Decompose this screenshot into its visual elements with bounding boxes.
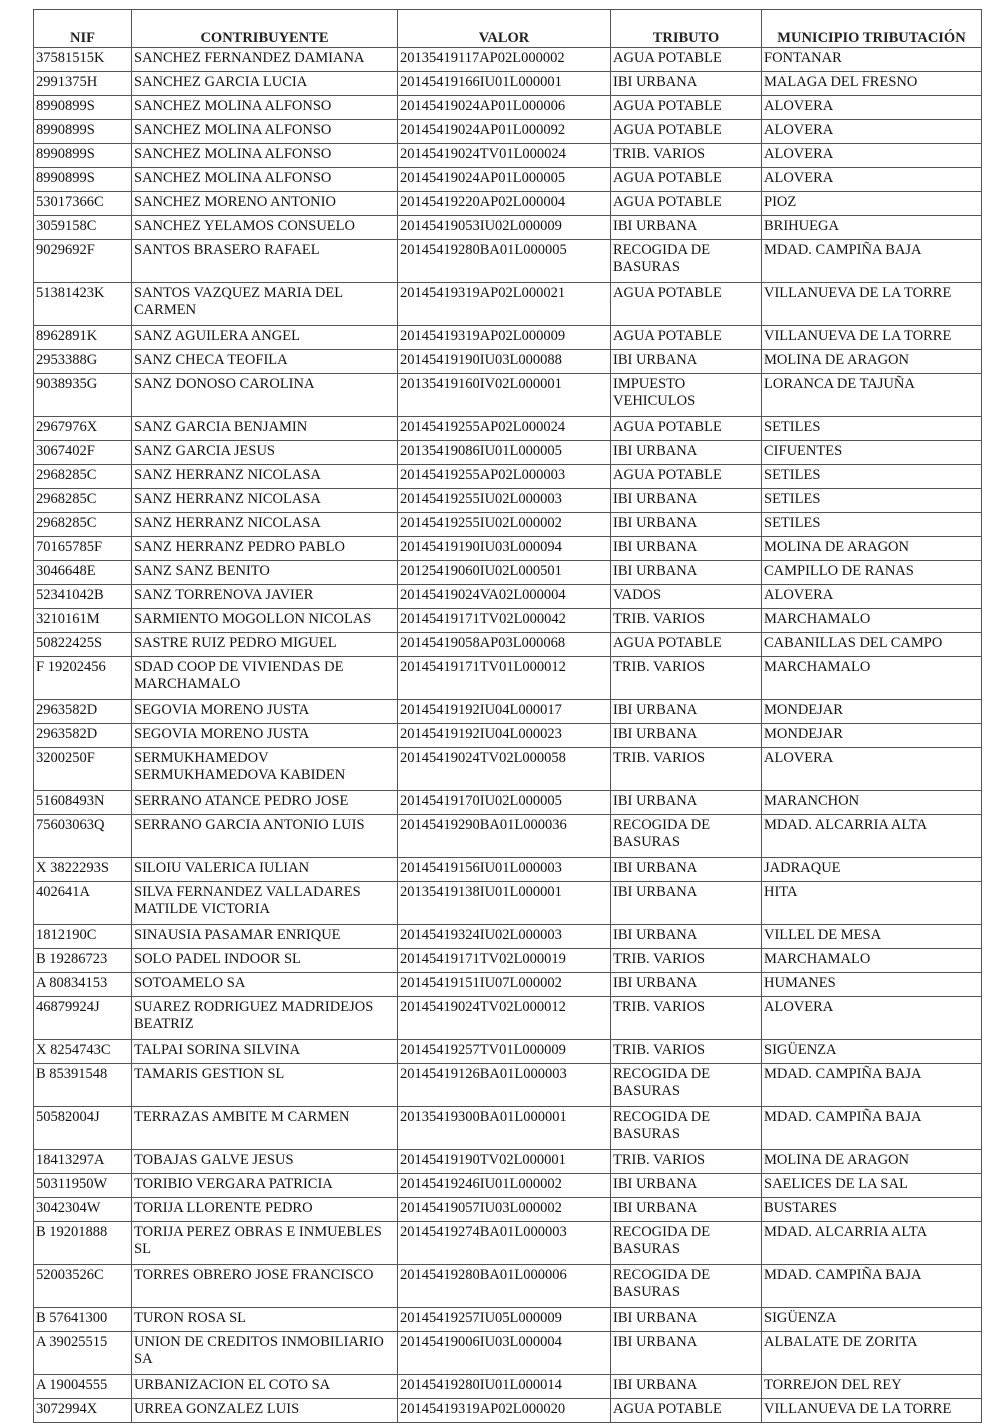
cell-nif: 2963582D [34,724,132,748]
cell-valor: 20145419024AP01L000005 [398,168,611,192]
cell-contribuyente: SANZ HERRANZ NICOLASA [132,513,398,537]
cell-nif: 52003526C [34,1265,132,1308]
table-row [34,1308,982,1332]
table-row [34,1332,982,1375]
cell-contribuyente: TURON ROSA SL [132,1308,398,1332]
cell-contribuyente: SANCHEZ MORENO ANTONIO [132,192,398,216]
cell-valor: 20145419255IU02L000002 [398,513,611,537]
cell-valor: 20145419190TV02L000001 [398,1150,611,1174]
cell-valor: 20145419024TV01L000024 [398,144,611,168]
cell-valor: 20145419024TV02L000058 [398,748,611,791]
cell-nif: 2963582D [34,700,132,724]
cell-contribuyente: SOTOAMELO SA [132,973,398,997]
cell-contribuyente: TORRES OBRERO JOSE FRANCISCO [132,1265,398,1308]
cell-valor: 20145419192IU04L000023 [398,724,611,748]
cell-contribuyente: SANZ TORRENOVA JAVIER [132,585,398,609]
cell-municipio: VILLANUEVA DE LA TORRE [762,1399,982,1423]
table-row [34,48,982,72]
cell-contribuyente: URREA GONZALEZ LUIS [132,1399,398,1423]
cell-tributo: RECOGIDA DE BASURAS [611,1265,762,1308]
cell-valor: 20145419280IU01L000014 [398,1375,611,1399]
cell-nif: 2967976X [34,417,132,441]
cell-nif: 2968285C [34,489,132,513]
cell-municipio: PIOZ [762,192,982,216]
cell-tributo: AGUA POTABLE [611,96,762,120]
cell-municipio: CAMPILLO DE RANAS [762,561,982,585]
cell-municipio: ALOVERA [762,748,982,791]
cell-valor: 20145419024AP01L000006 [398,96,611,120]
cell-tributo: AGUA POTABLE [611,326,762,350]
cell-tributo: AGUA POTABLE [611,48,762,72]
cell-municipio: MARANCHON [762,791,982,815]
table-row [34,72,982,96]
cell-tributo: IBI URBANA [611,1332,762,1375]
table-row [34,657,982,700]
cell-municipio: MOLINA DE ARAGON [762,1150,982,1174]
header-municipio: MUNICIPIO TRIBUTACIÓN [762,10,982,48]
table-row [34,465,982,489]
table-row [34,1265,982,1308]
cell-municipio: MDAD. CAMPIÑA BAJA [762,1265,982,1308]
cell-contribuyente: SANCHEZ YELAMOS CONSUELO [132,216,398,240]
cell-tributo: IBI URBANA [611,537,762,561]
cell-nif: 1812190C [34,925,132,949]
cell-municipio: MDAD. CAMPIÑA BAJA [762,1064,982,1107]
cell-contribuyente: SERRANO GARCIA ANTONIO LUIS [132,815,398,858]
table-row [34,1064,982,1107]
cell-tributo: AGUA POTABLE [611,1399,762,1423]
cell-tributo: IBI URBANA [611,1174,762,1198]
cell-nif: 3046648E [34,561,132,585]
cell-municipio: ALOVERA [762,585,982,609]
table-row [34,815,982,858]
cell-nif: 8990899S [34,168,132,192]
cell-contribuyente: TERRAZAS AMBITE M CARMEN [132,1107,398,1150]
cell-municipio: MARCHAMALO [762,657,982,700]
cell-valor: 20145419126BA01L000003 [398,1064,611,1107]
cell-tributo: RECOGIDA DE BASURAS [611,1107,762,1150]
cell-tributo: AGUA POTABLE [611,283,762,326]
cell-municipio: VILLANUEVA DE LA TORRE [762,283,982,326]
cell-municipio: SETILES [762,465,982,489]
cell-nif: 402641A [34,882,132,925]
cell-contribuyente: TALPAI SORINA SILVINA [132,1040,398,1064]
cell-contribuyente: SANZ HERRANZ PEDRO PABLO [132,537,398,561]
cell-nif: X 8254743C [34,1040,132,1064]
table-row [34,513,982,537]
cell-contribuyente: SANZ AGUILERA ANGEL [132,326,398,350]
cell-nif: B 19201888 [34,1222,132,1265]
cell-municipio: ALOVERA [762,120,982,144]
cell-nif: 3210161M [34,609,132,633]
cell-valor: 20135419160IV02L000001 [398,374,611,417]
table-row [34,168,982,192]
header-contribuyente: CONTRIBUYENTE [132,10,398,48]
cell-tributo: TRIB. VARIOS [611,1150,762,1174]
cell-tributo: RECOGIDA DE BASURAS [611,815,762,858]
cell-nif: 2953388G [34,350,132,374]
cell-valor: 20145419053IU02L000009 [398,216,611,240]
header-nif: NIF [34,10,132,48]
table-row [34,724,982,748]
tax-table [33,9,982,1423]
cell-contribuyente: TORIBIO VERGARA PATRICIA [132,1174,398,1198]
cell-valor: 20145419220AP02L000004 [398,192,611,216]
cell-municipio: MARCHAMALO [762,949,982,973]
cell-nif: 75603063Q [34,815,132,858]
cell-valor: 20145419171TV02L000019 [398,949,611,973]
cell-municipio: MALAGA DEL FRESNO [762,72,982,96]
cell-contribuyente: SANTOS VAZQUEZ MARIA DEL CARMEN [132,283,398,326]
table-header-row [34,10,982,48]
cell-contribuyente: SILOIU VALERICA IULIAN [132,858,398,882]
cell-tributo: TRIB. VARIOS [611,609,762,633]
cell-nif: 3200250F [34,748,132,791]
cell-nif: 70165785F [34,537,132,561]
cell-valor: 20135419138IU01L000001 [398,882,611,925]
cell-nif: 50822425S [34,633,132,657]
cell-municipio: SETILES [762,417,982,441]
cell-tributo: TRIB. VARIOS [611,144,762,168]
cell-tributo: IBI URBANA [611,513,762,537]
cell-tributo: IBI URBANA [611,561,762,585]
cell-tributo: IBI URBANA [611,350,762,374]
cell-nif: A 80834153 [34,973,132,997]
table-row [34,1222,982,1265]
cell-municipio: MDAD. CAMPIÑA BAJA [762,240,982,283]
cell-valor: 20135419117AP02L000002 [398,48,611,72]
cell-tributo: IBI URBANA [611,724,762,748]
cell-municipio: ALBALATE DE ZORITA [762,1332,982,1375]
cell-contribuyente: TORIJA LLORENTE PEDRO [132,1198,398,1222]
cell-municipio: SIGÜENZA [762,1040,982,1064]
cell-contribuyente: SUAREZ RODRIGUEZ MADRIDEJOS BEATRIZ [132,997,398,1040]
cell-tributo: IMPUESTO VEHICULOS [611,374,762,417]
cell-nif: A 19004555 [34,1375,132,1399]
cell-municipio: CIFUENTES [762,441,982,465]
table-row [34,1198,982,1222]
table-row [34,882,982,925]
table-row [34,1040,982,1064]
cell-municipio: BRIHUEGA [762,216,982,240]
cell-municipio: ALOVERA [762,144,982,168]
cell-contribuyente: SASTRE RUIZ PEDRO MIGUEL [132,633,398,657]
cell-tributo: IBI URBANA [611,1198,762,1222]
cell-contribuyente: UNION DE CREDITOS INMOBILIARIO SA [132,1332,398,1375]
cell-tributo: IBI URBANA [611,973,762,997]
cell-nif: 3059158C [34,216,132,240]
cell-tributo: IBI URBANA [611,791,762,815]
cell-nif: X 3822293S [34,858,132,882]
cell-nif: 3067402F [34,441,132,465]
cell-valor: 20145419151IU07L000002 [398,973,611,997]
cell-nif: 46879924J [34,997,132,1040]
cell-municipio: TORREJON DEL REY [762,1375,982,1399]
cell-municipio: VILLANUEVA DE LA TORRE [762,326,982,350]
table-row [34,633,982,657]
table-row [34,144,982,168]
table-row [34,609,982,633]
cell-valor: 20145419319AP02L000020 [398,1399,611,1423]
cell-nif: 2991375H [34,72,132,96]
cell-valor: 20145419156IU01L000003 [398,858,611,882]
cell-municipio: HITA [762,882,982,925]
cell-municipio: LORANCA DE TAJUÑA [762,374,982,417]
cell-municipio: MARCHAMALO [762,609,982,633]
cell-contribuyente: TORIJA PEREZ OBRAS E INMUEBLES SL [132,1222,398,1265]
cell-valor: 20145419058AP03L000068 [398,633,611,657]
cell-contribuyente: SERMUKHAMEDOV SERMUKHAMEDOVA KABIDEN [132,748,398,791]
cell-valor: 20145419280BA01L000005 [398,240,611,283]
cell-municipio: SETILES [762,489,982,513]
table-row [34,1174,982,1198]
cell-tributo: IBI URBANA [611,216,762,240]
cell-valor: 20145419006IU03L000004 [398,1332,611,1375]
table-body [34,48,982,1423]
cell-tributo: VADOS [611,585,762,609]
table-row [34,997,982,1040]
cell-valor: 20145419171TV01L000012 [398,657,611,700]
cell-nif: 8990899S [34,144,132,168]
cell-nif: 37581515K [34,48,132,72]
cell-contribuyente: SANZ GARCIA BENJAMIN [132,417,398,441]
cell-municipio: MDAD. ALCARRIA ALTA [762,815,982,858]
cell-tributo: AGUA POTABLE [611,168,762,192]
table-row [34,374,982,417]
cell-contribuyente: SDAD COOP DE VIVIENDAS DE MARCHAMALO [132,657,398,700]
cell-municipio: JADRAQUE [762,858,982,882]
cell-nif: 18413297A [34,1150,132,1174]
cell-contribuyente: SANCHEZ GARCIA LUCIA [132,72,398,96]
cell-contribuyente: SANCHEZ MOLINA ALFONSO [132,144,398,168]
cell-tributo: TRIB. VARIOS [611,657,762,700]
cell-nif: 8990899S [34,120,132,144]
cell-valor: 20145419246IU01L000002 [398,1174,611,1198]
cell-contribuyente: TOBAJAS GALVE JESUS [132,1150,398,1174]
cell-nif: F 19202456 [34,657,132,700]
cell-nif: 51381423K [34,283,132,326]
cell-nif: 50582004J [34,1107,132,1150]
table-row [34,120,982,144]
table-row [34,1375,982,1399]
table-row [34,1150,982,1174]
cell-nif: 3072994X [34,1399,132,1423]
cell-municipio: MDAD. CAMPIÑA BAJA [762,1107,982,1150]
table-row [34,441,982,465]
cell-nif: 8990899S [34,96,132,120]
table-row [34,537,982,561]
cell-contribuyente: SANCHEZ MOLINA ALFONSO [132,120,398,144]
table-row [34,96,982,120]
cell-contribuyente: SANZ DONOSO CAROLINA [132,374,398,417]
cell-valor: 20145419024VA02L000004 [398,585,611,609]
cell-contribuyente: SANZ CHECA TEOFILA [132,350,398,374]
cell-valor: 20145419057IU03L000002 [398,1198,611,1222]
cell-contribuyente: URBANIZACION EL COTO SA [132,1375,398,1399]
cell-valor: 20145419171TV02L000042 [398,609,611,633]
cell-contribuyente: SEGOVIA MORENO JUSTA [132,724,398,748]
cell-nif: A 39025515 [34,1332,132,1375]
cell-tributo: IBI URBANA [611,441,762,465]
cell-tributo: TRIB. VARIOS [611,1040,762,1064]
cell-nif: B 85391548 [34,1064,132,1107]
cell-municipio: ALOVERA [762,997,982,1040]
cell-valor: 20145419166IU01L000001 [398,72,611,96]
cell-nif: 2968285C [34,513,132,537]
table-row [34,283,982,326]
cell-nif: B 57641300 [34,1308,132,1332]
table-row [34,1399,982,1423]
cell-contribuyente: SANCHEZ MOLINA ALFONSO [132,96,398,120]
cell-municipio: SAELICES DE LA SAL [762,1174,982,1198]
cell-contribuyente: SERRANO ATANCE PEDRO JOSE [132,791,398,815]
cell-valor: 20145419192IU04L000017 [398,700,611,724]
cell-contribuyente: SANTOS BRASERO RAFAEL [132,240,398,283]
cell-valor: 20145419190IU03L000094 [398,537,611,561]
cell-valor: 20145419257TV01L000009 [398,1040,611,1064]
cell-valor: 20145419274BA01L000003 [398,1222,611,1265]
table-row [34,216,982,240]
header-valor: VALOR [398,10,611,48]
cell-tributo: RECOGIDA DE BASURAS [611,1222,762,1265]
cell-tributo: AGUA POTABLE [611,417,762,441]
cell-contribuyente: SANZ SANZ BENITO [132,561,398,585]
table-row [34,973,982,997]
table-row [34,858,982,882]
cell-valor: 20145419324IU02L000003 [398,925,611,949]
cell-municipio: ALOVERA [762,96,982,120]
cell-nif: 9038935G [34,374,132,417]
cell-valor: 20145419255AP02L000024 [398,417,611,441]
cell-nif: 8962891K [34,326,132,350]
cell-tributo: IBI URBANA [611,882,762,925]
cell-valor: 20145419255IU02L000003 [398,489,611,513]
cell-contribuyente: SOLO PADEL INDOOR SL [132,949,398,973]
cell-municipio: HUMANES [762,973,982,997]
cell-tributo: IBI URBANA [611,1308,762,1332]
table-row [34,748,982,791]
cell-valor: 20135419086IU01L000005 [398,441,611,465]
cell-contribuyente: SANZ HERRANZ NICOLASA [132,489,398,513]
table-row [34,240,982,283]
table-row [34,700,982,724]
cell-nif: 51608493N [34,791,132,815]
header-tributo: TRIBUTO [611,10,762,48]
cell-municipio: MDAD. ALCARRIA ALTA [762,1222,982,1265]
cell-tributo: TRIB. VARIOS [611,997,762,1040]
cell-nif: 50311950W [34,1174,132,1198]
cell-municipio: MOLINA DE ARAGON [762,537,982,561]
cell-tributo: AGUA POTABLE [611,465,762,489]
cell-municipio: MONDEJAR [762,724,982,748]
table-row [34,350,982,374]
cell-nif: 9029692F [34,240,132,283]
cell-tributo: IBI URBANA [611,700,762,724]
table-row [34,925,982,949]
cell-contribuyente: SANZ GARCIA JESUS [132,441,398,465]
cell-contribuyente: SANCHEZ FERNANDEZ DAMIANA [132,48,398,72]
cell-valor: 20145419257IU05L000009 [398,1308,611,1332]
table-row [34,949,982,973]
cell-tributo: IBI URBANA [611,925,762,949]
cell-valor: 20145419170IU02L000005 [398,791,611,815]
cell-tributo: TRIB. VARIOS [611,748,762,791]
cell-tributo: RECOGIDA DE BASURAS [611,240,762,283]
cell-municipio: BUSTARES [762,1198,982,1222]
cell-tributo: IBI URBANA [611,489,762,513]
table-row [34,1107,982,1150]
cell-valor: 20145419290BA01L000036 [398,815,611,858]
cell-valor: 20135419300BA01L000001 [398,1107,611,1150]
cell-valor: 20145419024AP01L000092 [398,120,611,144]
cell-nif: 3042304W [34,1198,132,1222]
table-row [34,791,982,815]
cell-valor: 20145419319AP02L000009 [398,326,611,350]
cell-contribuyente: SILVA FERNANDEZ VALLADARES MATILDE VICTORIA [132,882,398,925]
cell-nif: 53017366C [34,192,132,216]
cell-contribuyente: TAMARIS GESTION SL [132,1064,398,1107]
table-row [34,192,982,216]
cell-valor: 20125419060IU02L000501 [398,561,611,585]
cell-municipio: VILLEL DE MESA [762,925,982,949]
cell-contribuyente: SANCHEZ MOLINA ALFONSO [132,168,398,192]
cell-nif: B 19286723 [34,949,132,973]
cell-valor: 20145419024TV02L000012 [398,997,611,1040]
cell-valor: 20145419319AP02L000021 [398,283,611,326]
cell-municipio: FONTANAR [762,48,982,72]
cell-tributo: AGUA POTABLE [611,192,762,216]
table-row [34,585,982,609]
cell-contribuyente: SARMIENTO MOGOLLON NICOLAS [132,609,398,633]
cell-tributo: RECOGIDA DE BASURAS [611,1064,762,1107]
cell-nif: 2968285C [34,465,132,489]
cell-municipio: MOLINA DE ARAGON [762,350,982,374]
cell-tributo: IBI URBANA [611,1375,762,1399]
table-row [34,561,982,585]
cell-tributo: AGUA POTABLE [611,633,762,657]
table-row [34,489,982,513]
cell-contribuyente: SEGOVIA MORENO JUSTA [132,700,398,724]
cell-municipio: SETILES [762,513,982,537]
table-row [34,326,982,350]
cell-tributo: AGUA POTABLE [611,120,762,144]
cell-nif: 52341042B [34,585,132,609]
cell-municipio: CABANILLAS DEL CAMPO [762,633,982,657]
cell-contribuyente: SINAUSIA PASAMAR ENRIQUE [132,925,398,949]
cell-valor: 20145419255AP02L000003 [398,465,611,489]
cell-municipio: SIGÜENZA [762,1308,982,1332]
table-row [34,417,982,441]
cell-contribuyente: SANZ HERRANZ NICOLASA [132,465,398,489]
cell-valor: 20145419190IU03L000088 [398,350,611,374]
cell-municipio: MONDEJAR [762,700,982,724]
cell-tributo: IBI URBANA [611,858,762,882]
cell-tributo: IBI URBANA [611,72,762,96]
cell-tributo: TRIB. VARIOS [611,949,762,973]
cell-valor: 20145419280BA01L000006 [398,1265,611,1308]
cell-municipio: ALOVERA [762,168,982,192]
